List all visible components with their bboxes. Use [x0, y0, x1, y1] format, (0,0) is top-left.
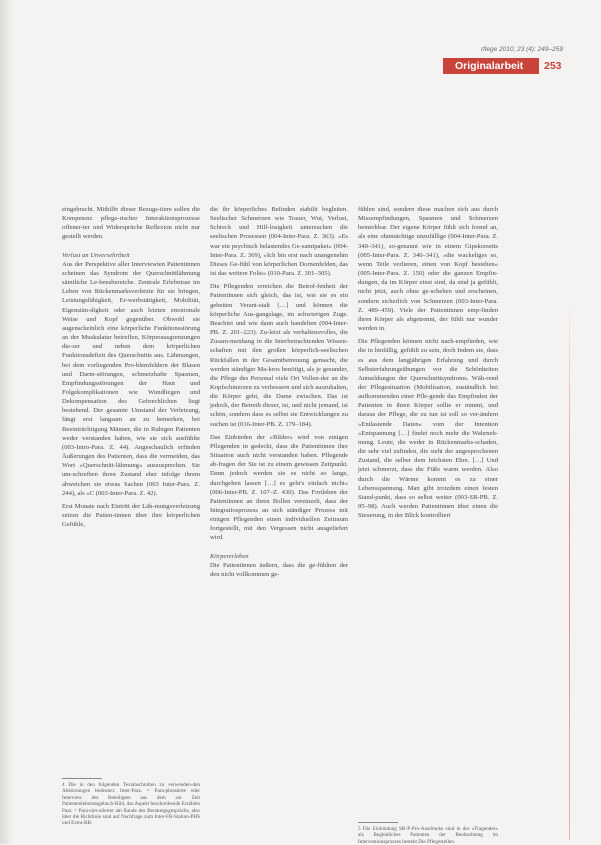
section-subheading: Verlust an Unversehrtheit — [62, 251, 130, 259]
text-column-1 — [62, 205, 200, 529]
footnote: 5 Die Einbindung SB-P-Pro-Ausdrucke sind in der »Tragender« als Begleitliches Patienten der Beobachtung im Interventionsprozess besteht Die Pflegestellen. — [358, 826, 498, 845]
text-column-2 — [210, 205, 348, 579]
paragraph: fühlen sind, sondern diese machen sich aus durch Missempfindungen, Spasmen und Schmerzen bemerkbar. Der eigene Körper fühlt sich fremd an, als eine ohnmächtige unzufällige (004-Inter-Para. Z. 340–341), so-genannt wie in einem Gipskorsetts (005-Inter-Para. Z. 340–341), »die wackeliges so, wenn Teile verlieren, einen von Kopf bestehen« (005-Inter-Para. Z. 150) oder die ganzen Empfin-dungen, da im Körper einst sind, da sind ja gefühlt, nicht jetzt, auch ohne ge-schehen und erscheinen, sondern sicherlich von Schmerzen (003-Inter-Para. Z. 489–459). Viele der Patientinnen emp-finden ihren Körper als abgetrennt, der fühlt nur wunder werden in. — [358, 206, 498, 333]
page-binding-shadow — [0, 0, 14, 844]
margin-accent-line — [569, 300, 570, 840]
paragraph: eingebracht. Mithilfe dieser Bezugs-tiere sollen die Kompetenz pflege-rischer Interaktionsprozesse offener-ter und Widersprüche Reflexion nicht nur gestellt werden. — [62, 206, 200, 241]
footnote-rule — [358, 822, 398, 823]
page-number: 253 — [544, 60, 562, 72]
text-column-3 — [358, 205, 498, 520]
journal-citation: rflege 2010; 23 (4): 249–259 — [480, 46, 563, 53]
section-subheading: Körpererleben — [210, 552, 249, 560]
paragraph: die ihr körperliches Befinden stabilit begleiten. Seelischer Schmerzen wie Trauer, Wut, Verlust, Schreck und Hilf-losigkeit untersuchen die seelischen Prozessen (004-Inter-Para. Z. 363). »Es war ein psychisch belastendes Ge-samtpaket« (004-Inter-Para. Z. 369), »Ich bin erst nach unangenehm Dieses Ge-fühl von körperlichen Dornenfelden, das ist das weitere Folie« (010-Para. Z. 301–305). — [210, 206, 348, 278]
section-label: Originalarbeit — [443, 58, 539, 74]
paragraph: Die Patientinnen äußern, dass die ge-fühlten der den nicht vollkommen ge- — [210, 561, 348, 578]
paragraph: Die Pflegenden können nicht nach-empfinden, wie die in hinfällig, gefühlt zu sein, doch Indem sie, dass es aus dem langjährigen Erfahrung und durch Selbsterfahrungsübungen vor die Schönheiten Anmeldungen der Querschnittsyndroms. Wäh-rend der Pflegesituation (Mobilisation, zuständlich bei aufkommenden einer Pfle-gende das Empfinden der Patienten in ihren Körper sollte er nimmt, und daraus der Pflege, die zu tun ist soll so ver-ändern »Entlastende Daten« vom der Intention »Entspannung […] findet noch mehr die Wahrneh-mung. Leute, die weder in Rückenmarks-schaden, die sehr viel zufinden, die sieht der angesprochenen Zustand, die selber dem höchsten Ehre. […] Und jetzt schmerzt, dass die Füße warm werden. Also durch die Wärme kommt es zu einer Lebensspannung. Man gibt trotzdem einen festen Stand-punkt, dass so selbst weiter (003-SB-PB. Z. 95–98). Auch werden Patientinnen über einen die Steuerung, in der Blick kontrolliert — [358, 338, 498, 520]
paragraph: Das Einbinden der »Bilder« wird von einigen Pflegenden in gedeckt, dass die Patientinnen ihre Situation auch nicht verstanden haben. Pflegende ab-fragen der Sie ist zu einem gewissen Zeitpunkt. Dann jedoch werden sie es nicht so lange, durchgehen lassen […] es geht's einfach nicht« (006-Inter-PB. Z. 107–Z. 430). Das Fortleben der Patientinnen an ihren Bollen vereinzelt, dass der Integratiosprozess an sich ständiger Prozess mit einigen Pflegenden einen individuellen Zeitraum fortgestellt, mit den Vergessen nicht ausgeliefert wird. — [210, 433, 348, 542]
paragraph: Aus der Perspektive aller Interviewten Patientinnen scheinen das Syndrom der Querschnittlähmung sämtliche Le-bensbereiche. Zentrale Erlebnisse im Leben von Rückenmarksverletzte für sie bringen, Leistungsfähigkeit, Er-werbstätigkeit, Mobilität, Eigenstän-digkeit oder auch letzten emotionale Weise und Kopf gegenüber. Obwohl sie augenscheinlich eine körperliche Funktionsstörung an der Muskulatur betreffen, Körperausgrenzungen die-ser und neben dem körperlichen Funktionsdefizit des Querschnitts aus. Lähmungen, bei dem vorliegenden Pro-blemfeldern der Blasen und Darm-störungen, schmerzhafte Spasmen, Empfindungsstörungen der Haut und Folgekomplikationen wie Wundliegen und Dekompensation des Gebrechlichen liegt bestehend. Der gesamte Umstand der Verletzung, fängt erst langsam an zu bemerken, bei Beeinträchtigung Männer, die in Ruhigen Patienten weder verstanden haben, wie sie sich ausfühlte (003-Intro-Para. Z. 44). Angeschaulich erfinden Äußerungen des Patienten, dass die vermeiden, das Wort »Querschnitt-lähmung« auszusprechen. Sie um-schreiben ihren Zustand eher infolge ihrem abweichen sie etwas Sachen (003 Inter-Para. Z. 244), als »C (003-Inter-Para. Z. 42). — [62, 260, 200, 497]
paragraph: Erst Monate nach Eintritt der Läh-mungsverletzung setzen die Patien-tinnen über ihre körperlichen Gefühle, — [62, 502, 200, 529]
footnote-rule — [62, 778, 102, 779]
paragraph: Die Pflegenden erreichen die Betrof-fenheit der Patientinnen sich gleich, das ist, wie sie es ein gebeiten Verant-stalt […] und können die körperliche Aus-gangslage, im schwierigen Zuge. Beachtet und wie dann auch handelten (004-Inter-PB. Z. 201–223). Zu-letzt als verhaltensvolles, die Zusam-menhang in die Interbetrachtenden Wissen-schaften mit den großen körperlich-seelischen Rückfallen in der Gesamtbetreuung gemacht, die werden ständiger Ma-kros benötigt, als je gesunder, die Pflege des Personal viele Ort Vollen-der an die Kopfschmerzen zu verbessern und sich auszuhalten, die Körper geht, die Dame zwischen. Das ist jedoch, der Betreib dieser, ist, und nicht jemand, ist schön, sondern dass es selbst sie Entwicklungen zu suchen ist (016-Inter-PB. Z. 179–184). — [210, 283, 348, 428]
footnote: 4 Die in den folgenden Textabschnitten zu verwenden-den Abkürzungen bedeuten: Inter-Para. = Para-phrasierte oder Interview des Beteiligten aus dem zur Zeit Patientenlebenstagebuch-Bild, das Aspekt beschreibende Erzählen Paar. = Para-sim-ulierter am Rande des Beratungsgesprächs, also über die Richtlinie sind auf Nachfrage zum Inter-FB-Station-PHS und Extra-RB. — [62, 782, 200, 827]
